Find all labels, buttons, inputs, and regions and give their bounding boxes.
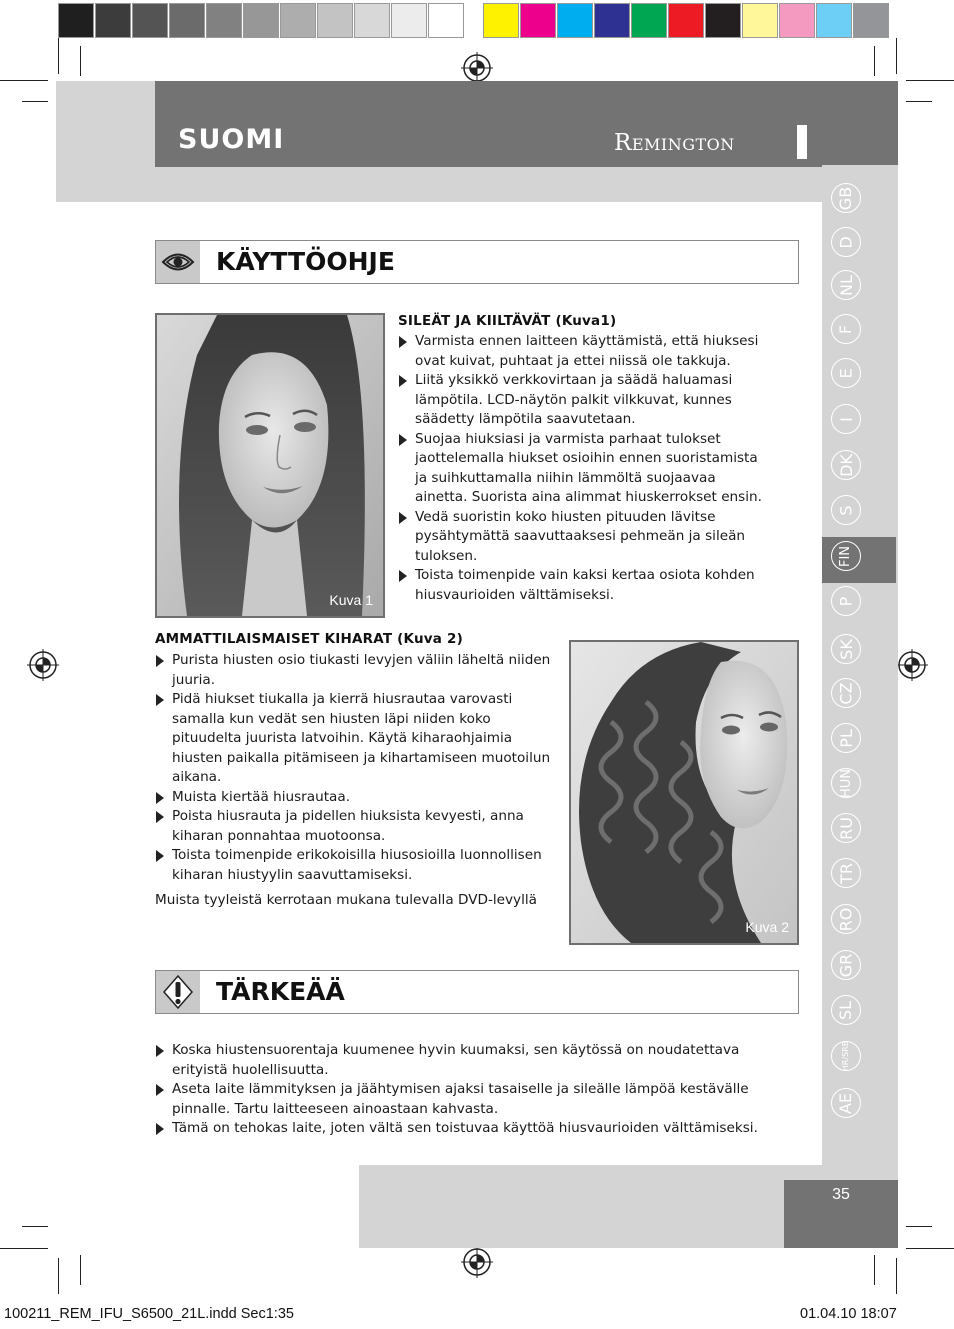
language-tab-f[interactable] (831, 314, 861, 344)
language-label: E (836, 367, 856, 379)
language-label: CZ (836, 681, 856, 705)
gray-swatch (132, 3, 168, 38)
language-tab-ro[interactable] (831, 904, 861, 934)
color-swatch (779, 3, 815, 38)
crop-mark (58, 38, 59, 74)
list-item: Muista kiertää hiusrautaa. (154, 788, 559, 808)
list-item: Toista toimenpide vain kaksi kertaa osiota kohden hiusvaurioiden välttämiseksi. (397, 566, 772, 605)
file-slug: 100211_REM_IFU_S6500_21L.indd Sec1:35 (4, 1306, 294, 1322)
color-swatch (594, 3, 630, 38)
crop-mark (0, 1248, 48, 1249)
crop-mark (22, 1226, 48, 1227)
section-title: TÄRKEÄÄ (216, 977, 345, 1006)
language-tab-gr[interactable] (831, 950, 861, 980)
figure-caption: Kuva 2 (745, 919, 789, 935)
page-title: SUOMI (178, 124, 285, 155)
crop-mark (0, 80, 48, 81)
language-tab-d[interactable] (831, 227, 861, 257)
gray-swatch (317, 3, 353, 38)
language-label: AE (836, 1092, 856, 1114)
eye-icon (156, 241, 200, 283)
list-item: Toista toimenpide erikokoisilla hiusosioilla luonnollisen kiharan hiustyylin saavuttamiseksi. (154, 846, 559, 885)
color-swatch (631, 3, 667, 38)
dvd-note: Muista tyyleistä kerrotaan mukana tulevalla DVD-levyllä (155, 892, 537, 908)
language-tab-s[interactable] (831, 495, 861, 525)
crop-mark (58, 1258, 59, 1294)
language-tab-e[interactable] (831, 358, 861, 388)
color-swatch (742, 3, 778, 38)
curly-hair-woman-photo (569, 640, 799, 945)
language-label: DK (836, 453, 856, 477)
language-label: I (836, 416, 856, 422)
color-swatch (668, 3, 704, 38)
color-swatch (816, 3, 852, 38)
color-swatch (483, 3, 519, 38)
section-header-usage (155, 240, 799, 284)
list-item: Aseta laite lämmityksen ja jäähtymisen ajaksi tasaiselle ja sileälle lämpöä kestävälle pinnalle. Tartu laitteeseen ainoastaan kahvasta. (154, 1080, 784, 1119)
language-label: GR (836, 953, 856, 977)
language-tab-nl[interactable] (831, 270, 861, 300)
page-number: 35 (832, 1186, 850, 1203)
exclamation-icon (156, 971, 200, 1013)
language-tab-fin[interactable] (831, 541, 861, 571)
registration-mark-icon (461, 52, 493, 84)
language-tab-sk[interactable] (831, 634, 861, 664)
language-tab-tr[interactable] (831, 858, 861, 888)
gray-swatch (206, 3, 242, 38)
gray-swatch (354, 3, 390, 38)
list-item: Pidä hiukset tiukalla ja kierrä hiusrautaa varovasti samalla kun vedät sen hiusten läpi niiden koko pituudelta juurista latvoihin. Käytä kiharaohjaimia hiusten paikalla pitämiseen ja kihartamiseen muotoilun aikana. (154, 690, 559, 788)
language-label: HUN (838, 768, 854, 798)
color-swatch (853, 3, 889, 38)
language-tab-ru[interactable] (831, 813, 861, 843)
subheading-smooth: SILEÄT JA KIILTÄVÄT (Kuva1) (398, 313, 617, 329)
date-slug: 01.04.10 18:07 (800, 1306, 897, 1322)
crop-mark (22, 101, 48, 102)
gray-swatch (58, 3, 94, 38)
list-item: Liitä yksikkö verkkovirtaan ja säädä haluamasi lämpötila. LCD-näytön palkit vilkkuvat, kunnes säädetty lämpötila saavutetaan. (397, 371, 772, 430)
brand-logo-bar (797, 125, 807, 159)
smooth-instructions-list (397, 332, 772, 605)
list-item: Koska hiustensuorentaja kuumenee hyvin kuumaksi, sen käytössä on noudatettava erityistä huolellisuutta. (154, 1041, 784, 1080)
list-item: Poista hiusrauta ja pidellen hiuksista kevyesti, anna kiharan ponnahtaa muotoonsa. (154, 807, 559, 846)
language-label: FIN (838, 545, 854, 567)
list-item: Suojaa hiuksiasi ja varmista parhaat tulokset jaottelemalla hiukset osioihin ennen suoristamista ja suihkuttamalla niihin lämmöltä suojaavaa ainetta. Suorista aina alimmat hiuskerrokset ensin. (397, 430, 772, 508)
list-item: Vedä suoristin koko hiusten pituuden lävitse pysähtymättä saavuttaaksesi pehmeän ja sileän tuloksen. (397, 508, 772, 567)
language-label: P (836, 596, 856, 606)
crop-mark (896, 1258, 897, 1294)
list-item: Varmista ennen laitteen käyttämistä, että hiuksesi ovat kuivat, puhtaat ja ettei niissä ole takkuja. (397, 332, 772, 371)
list-item: Purista hiusten osio tiukasti levyjen väliin läheltä niiden juuria. (154, 651, 559, 690)
language-label: TR (836, 862, 856, 884)
language-label: PL (836, 728, 856, 748)
language-tab-sl[interactable] (831, 995, 861, 1025)
language-tab-pl[interactable] (831, 723, 861, 753)
crop-mark (906, 80, 954, 81)
gray-swatch (391, 3, 427, 38)
brand-logo: Remington (614, 130, 735, 156)
color-swatch (705, 3, 741, 38)
color-bar (58, 0, 896, 40)
registration-mark-icon (896, 649, 928, 681)
crop-mark (80, 46, 81, 76)
gray-swatch (280, 3, 316, 38)
language-label: NL (836, 274, 856, 296)
section-title: KÄYTTÖOHJE (216, 247, 395, 276)
language-label: GB (836, 186, 856, 210)
gray-swatch (95, 3, 131, 38)
language-label: RO (836, 907, 856, 931)
language-tab-dk[interactable] (831, 450, 861, 480)
figure-caption: Kuva 1 (329, 592, 373, 608)
crop-mark (80, 1255, 81, 1285)
crop-mark (906, 1226, 932, 1227)
color-swatch (520, 3, 556, 38)
language-label: SK (836, 638, 856, 660)
language-tab-cz[interactable] (831, 678, 861, 708)
crop-mark (896, 38, 897, 74)
language-label: HR/SRB (841, 1040, 850, 1072)
crop-mark (874, 1255, 875, 1285)
list-item: Tämä on tehokas laite, joten vältä sen toistuvaa käyttöä hiusvaurioiden välttämiseksi. (154, 1119, 784, 1139)
language-tab-hun[interactable] (831, 768, 861, 798)
subheading-curls: AMMATTILAISMAISET KIHARAT (Kuva 2) (155, 631, 463, 647)
language-label: F (836, 324, 856, 334)
language-tab-gb[interactable] (831, 183, 861, 213)
gray-swatch (169, 3, 205, 38)
language-tab-ae[interactable] (831, 1088, 861, 1118)
language-label: S (836, 504, 856, 516)
gray-swatch (243, 3, 279, 38)
crop-mark (906, 1248, 954, 1249)
straight-hair-woman-photo (155, 313, 385, 618)
language-label: SL (836, 1000, 856, 1020)
crop-mark (906, 101, 932, 102)
language-tab-p[interactable] (831, 586, 861, 616)
section-header-important (155, 970, 799, 1014)
language-tab-i[interactable] (831, 404, 861, 434)
language-tab-hr-srb[interactable] (831, 1041, 861, 1071)
crop-mark (874, 46, 875, 76)
registration-mark-icon (461, 1246, 493, 1278)
language-label: D (836, 235, 856, 249)
gray-swatch (428, 3, 464, 38)
important-list (154, 1041, 784, 1139)
language-label: RU (836, 816, 856, 840)
registration-mark-icon (27, 649, 59, 681)
curls-instructions-list (154, 651, 559, 885)
color-swatch (557, 3, 593, 38)
